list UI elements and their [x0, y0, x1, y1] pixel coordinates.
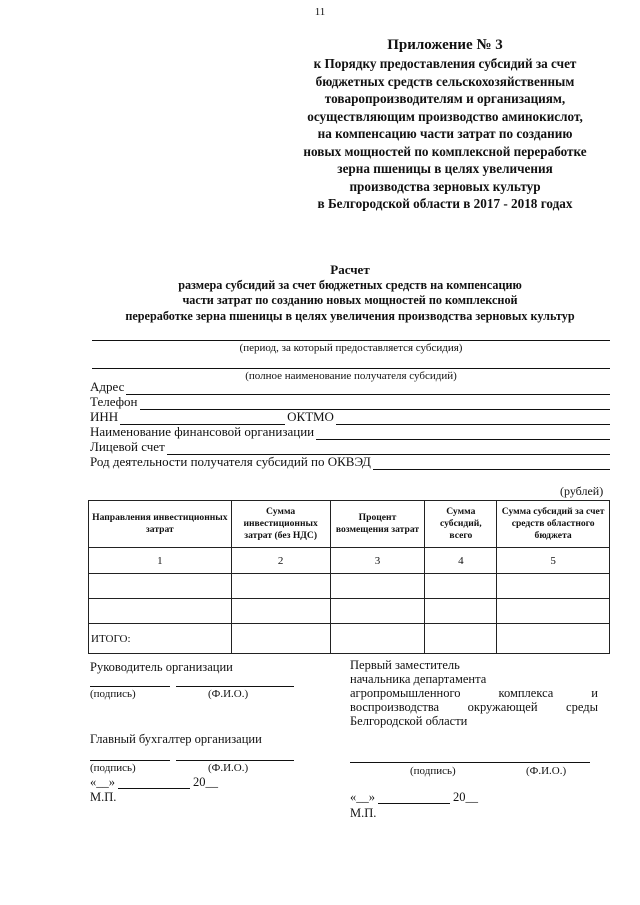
left-stamp: М.П. — [90, 790, 117, 804]
calculation-line: переработке зерна пшеницы в целях увеличения производства зерновых культур — [125, 308, 575, 323]
approver-name-caption: (Ф.И.О.) — [526, 765, 567, 777]
table-cell[interactable] — [425, 624, 497, 654]
head-name-caption: (Ф.И.О.) — [208, 688, 249, 700]
approver-line: начальника департамента — [350, 672, 487, 686]
table-cell[interactable] — [497, 599, 610, 624]
recipient-caption: (полное наименование получателя субсидий) — [245, 370, 457, 382]
accountant-signature-caption: (подпись) — [90, 762, 136, 774]
account-field[interactable] — [90, 440, 610, 455]
head-signature-line[interactable] — [90, 686, 170, 687]
left-date-year: 20__ — [193, 775, 218, 789]
table-cell[interactable] — [231, 574, 330, 599]
table-row[interactable] — [89, 599, 610, 624]
period-caption: (период, за который предоставляется субсидия) — [239, 342, 463, 354]
approver-line: Белгородской области — [350, 714, 468, 728]
appendix-line: к Порядку предоставления субсидий за счет — [313, 56, 577, 71]
approver-line: Первый заместитель — [350, 658, 460, 672]
table-cell[interactable] — [497, 624, 610, 654]
table-cell[interactable] — [330, 574, 425, 599]
table-cell[interactable] — [425, 599, 497, 624]
table-cell[interactable] — [231, 624, 330, 654]
table-total-row[interactable] — [89, 624, 610, 654]
calculation-line: части затрат по созданию новых мощностей по комплексной — [182, 293, 518, 308]
inn-label: ИНН — [90, 409, 119, 424]
fin-org-field[interactable] — [90, 425, 610, 440]
number-cell: 4 — [425, 548, 497, 574]
accountant-name-caption: (Ф.И.О.) — [208, 762, 249, 774]
address-label: Адрес — [90, 379, 125, 394]
header-cell: Направления инвестиционных затрат — [89, 501, 232, 548]
header-cell: Процент возмещения затрат — [330, 501, 425, 548]
address-input-line[interactable] — [126, 383, 610, 395]
table-cell[interactable] — [425, 574, 497, 599]
header-cell: Сумма субсидий, всего — [425, 501, 497, 548]
head-name-line[interactable] — [176, 686, 294, 687]
left-date[interactable] — [90, 775, 218, 789]
left-date-day: «__» — [90, 775, 115, 789]
phone-label: Телефон — [90, 394, 138, 409]
appendix-line: товаропроизводителям и организациям, — [324, 91, 566, 106]
number-cell: 5 — [497, 548, 610, 574]
right-date-year: 20__ — [453, 790, 478, 804]
approver-line: воспроизводства окружающей среды — [350, 700, 598, 714]
right-date[interactable] — [350, 790, 478, 804]
activity-input-line[interactable] — [373, 458, 610, 470]
period-line[interactable] — [92, 340, 610, 341]
oktmo-label: ОКТМО — [287, 409, 334, 424]
fin-org-label: Наименование финансовой организации — [90, 424, 315, 439]
activity-label: Род деятельности получателя субсидий по ОКВЭД — [90, 454, 371, 469]
right-stamp: М.П. — [350, 806, 377, 820]
table-row[interactable] — [89, 574, 610, 599]
right-date-month-line[interactable] — [378, 793, 450, 804]
table-cell[interactable] — [330, 624, 425, 654]
appendix-line: производства зерновых культур — [349, 178, 541, 194]
appendix-title: Приложение № 3 — [387, 37, 503, 53]
appendix-line: на компенсацию части затрат по созданию — [317, 126, 573, 141]
table-cell[interactable] — [231, 599, 330, 624]
appendix-line: бюджетных средств сельскохозяйственным — [315, 73, 575, 89]
address-field[interactable] — [90, 380, 610, 395]
accountant-signature-line[interactable] — [90, 760, 170, 761]
appendix-line: в Белгородской области в 2017 - 2018 годах — [317, 196, 573, 211]
table-unit: (рублей) — [560, 484, 604, 498]
approver-signature-line[interactable] — [350, 762, 590, 763]
header-cell: Сумма субсидий за счет средств областного бюджета — [497, 501, 610, 548]
activity-field[interactable] — [90, 455, 610, 470]
oktmo-input-line[interactable] — [336, 413, 610, 425]
approver-signature-caption: (подпись) — [410, 765, 456, 777]
left-date-month-line[interactable] — [118, 778, 190, 789]
phone-input-line[interactable] — [140, 398, 610, 410]
header-cell: Сумма инвестиционных затрат (без НДС) — [231, 501, 330, 548]
appendix-line: зерна пшеницы в целях увеличения — [337, 161, 553, 176]
right-date-day: «__» — [350, 790, 375, 804]
appendix-line: осуществляющим производство аминокислот, — [307, 108, 583, 124]
head-title: Руководитель организации — [90, 660, 233, 674]
approver-line: агропромышленного комплекса и — [350, 686, 598, 700]
table-cell[interactable] — [497, 574, 610, 599]
calculation-line: размера субсидий за счет бюджетных средств на компенсацию — [178, 277, 522, 292]
page-number: 11 — [314, 6, 326, 18]
table-cell[interactable] — [89, 599, 232, 624]
number-cell: 3 — [330, 548, 425, 574]
accountant-title: Главный бухгалтер организации — [90, 732, 262, 746]
inn-oktmo-field[interactable] — [90, 410, 610, 425]
approver-block — [350, 658, 598, 728]
appendix-header — [255, 36, 635, 213]
table-header-row — [89, 501, 610, 548]
subsidy-table — [88, 500, 610, 654]
table-cell[interactable] — [330, 599, 425, 624]
number-cell: 1 — [89, 548, 232, 574]
appendix-line: новых мощностей по комплексной переработке — [303, 143, 587, 159]
phone-field[interactable] — [90, 395, 610, 410]
calculation-title: Расчет — [330, 262, 370, 277]
total-label: ИТОГО: — [89, 624, 232, 654]
table-cell[interactable] — [89, 574, 232, 599]
account-label: Лицевой счет — [90, 439, 165, 454]
calculation-header — [60, 262, 640, 324]
number-cell: 2 — [231, 548, 330, 574]
recipient-line[interactable] — [92, 368, 610, 369]
table-number-row — [89, 548, 610, 574]
accountant-name-line[interactable] — [176, 760, 294, 761]
fin-org-input-line[interactable] — [316, 428, 610, 440]
head-signature-caption: (подпись) — [90, 688, 136, 700]
